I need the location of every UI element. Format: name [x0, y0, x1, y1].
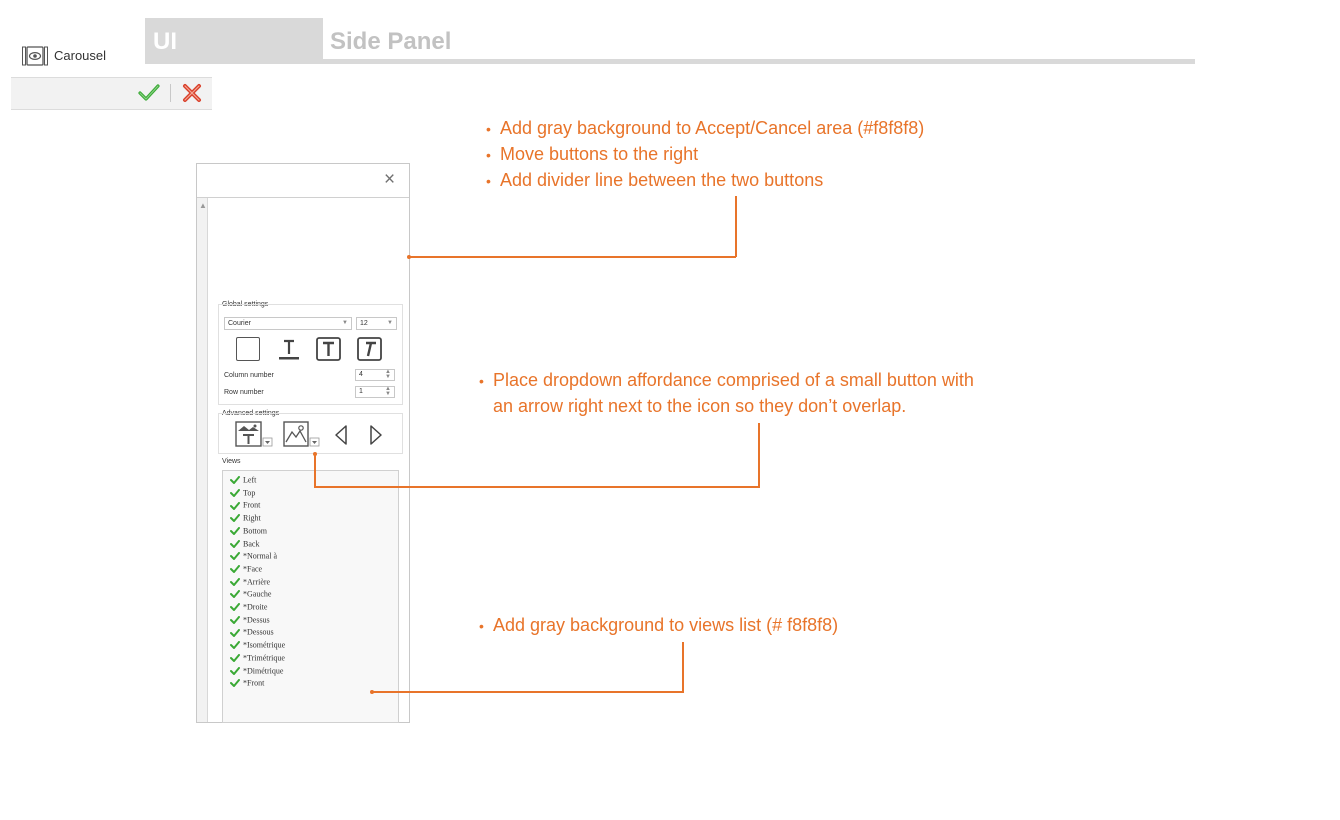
cancel-icon[interactable] — [182, 83, 202, 103]
list-item[interactable] — [230, 488, 255, 500]
close-icon[interactable]: × — [384, 169, 396, 190]
connector-line — [758, 423, 760, 487]
button-divider — [170, 84, 171, 102]
font-size-dropdown[interactable] — [356, 317, 397, 330]
accept-icon[interactable] — [138, 83, 160, 103]
list-item[interactable] — [230, 666, 283, 678]
list-item-label: *Gauche — [243, 589, 272, 599]
row-number-value: 1 — [359, 388, 363, 395]
check-icon — [230, 629, 240, 637]
previous-icon[interactable] — [333, 424, 349, 446]
check-icon — [230, 654, 240, 662]
list-item-label: *Dessous — [243, 628, 274, 638]
check-icon — [230, 514, 240, 522]
list-item[interactable] — [230, 475, 256, 487]
check-icon — [230, 489, 240, 497]
list-item[interactable] — [230, 602, 267, 614]
annotation-dropdown — [479, 368, 974, 419]
list-item-label: Left — [243, 475, 257, 485]
row-number-label: Row number — [224, 389, 264, 396]
connector-line — [314, 486, 760, 488]
font-size-value: 12 — [360, 320, 368, 327]
header-divider — [323, 59, 1195, 64]
underline-text-icon[interactable] — [277, 337, 301, 361]
annotation-accept-cancel — [486, 116, 924, 194]
row-number-stepper[interactable] — [355, 386, 395, 398]
column-number-stepper[interactable] — [355, 369, 395, 381]
image-text-icon[interactable] — [235, 421, 275, 448]
global-settings-label: Global settings — [222, 301, 269, 308]
check-icon — [230, 641, 240, 649]
check-icon — [230, 578, 240, 586]
list-item[interactable] — [230, 564, 262, 576]
list-item[interactable] — [230, 640, 285, 652]
font-dropdown-value: Courier — [228, 320, 251, 327]
advanced-settings-label: Advanced settings — [222, 410, 280, 417]
connector-dot — [407, 255, 411, 259]
check-icon — [230, 527, 240, 535]
list-item[interactable] — [230, 539, 259, 551]
column-number-value: 4 — [359, 371, 363, 378]
list-item[interactable] — [230, 589, 271, 601]
italic-text-icon[interactable] — [357, 337, 382, 361]
list-item[interactable] — [230, 500, 260, 512]
carousel-icon — [22, 46, 48, 66]
annotation-bullet: • Add gray background to views list (# f8f8f8) — [479, 615, 839, 635]
list-item[interactable] — [230, 615, 270, 627]
connector-line — [735, 196, 737, 257]
list-item-label: *Normal à — [243, 551, 277, 561]
image-icon[interactable] — [283, 421, 321, 448]
spinner-arrows-icon[interactable]: ▲ ▼ — [385, 369, 391, 380]
list-item[interactable] — [230, 653, 285, 665]
chevron-down-icon: ▼ — [342, 320, 348, 326]
check-icon — [230, 476, 240, 484]
connector-line — [372, 691, 684, 693]
check-icon — [230, 667, 240, 675]
list-item-label: Bottom — [243, 526, 268, 536]
page-title: Side Panel — [330, 28, 452, 55]
column-number-label: Column number — [224, 372, 274, 379]
next-icon[interactable] — [368, 424, 384, 446]
boxed-text-icon[interactable] — [316, 337, 341, 361]
panel-scrollbar[interactable] — [197, 198, 208, 723]
connector-dot — [313, 452, 317, 456]
list-item-label: *Dessus — [243, 615, 270, 625]
check-icon — [230, 502, 240, 510]
annotation-bullet: • Place dropdown affordance comprised of a small button with — [479, 370, 974, 390]
list-item[interactable] — [230, 513, 261, 525]
list-item-label: Front — [243, 501, 261, 511]
annotation-bullet: • Add divider line between the two buttons — [486, 170, 824, 190]
connector-line — [682, 642, 684, 692]
list-item-label: *Isométrique — [243, 640, 286, 650]
font-dropdown[interactable] — [224, 317, 352, 330]
list-item-label: *Face — [243, 564, 263, 574]
chevron-down-icon: ▼ — [387, 320, 393, 326]
connector-line — [314, 454, 316, 487]
list-item-label: Back — [243, 539, 260, 549]
annotation-views — [479, 613, 838, 639]
check-icon — [230, 540, 240, 548]
list-item[interactable] — [230, 678, 264, 690]
check-icon — [230, 603, 240, 611]
scroll-up-icon[interactable]: ▲ — [199, 201, 207, 210]
panel-divider — [197, 197, 409, 198]
section-tag-label: UI — [153, 28, 177, 55]
views-label: Views — [222, 458, 241, 465]
connector-dot — [370, 690, 374, 694]
check-icon — [230, 565, 240, 573]
list-item-label: Right — [243, 513, 261, 523]
list-item[interactable] — [230, 577, 270, 589]
check-icon — [230, 552, 240, 560]
panel-title: Carousel — [54, 48, 107, 63]
list-item-label: Top — [243, 488, 256, 498]
check-icon — [230, 590, 240, 598]
spinner-arrows-icon[interactable]: ▲ ▼ — [385, 386, 391, 397]
list-item-label: *Front — [243, 678, 265, 688]
section-tag — [145, 18, 323, 64]
annotation-bullet-continued: an arrow right next to the icon so they don’t overlap. — [493, 396, 907, 416]
connector-line — [410, 256, 736, 258]
list-item[interactable] — [230, 627, 274, 639]
check-icon — [230, 679, 240, 687]
list-item[interactable] — [230, 551, 277, 563]
list-item[interactable] — [230, 526, 267, 538]
blank-style-icon[interactable] — [236, 337, 260, 361]
list-item-label: *Droite — [243, 602, 268, 612]
list-item-label: *Dimétrique — [243, 666, 284, 676]
annotation-bullet: • Move buttons to the right — [486, 144, 699, 164]
list-item-label: *Arrière — [243, 577, 271, 587]
annotation-bullet: • Add gray background to Accept/Cancel area (#f8f8f8) — [486, 118, 925, 138]
check-icon — [230, 616, 240, 624]
list-item-label: *Trimétrique — [243, 653, 285, 663]
